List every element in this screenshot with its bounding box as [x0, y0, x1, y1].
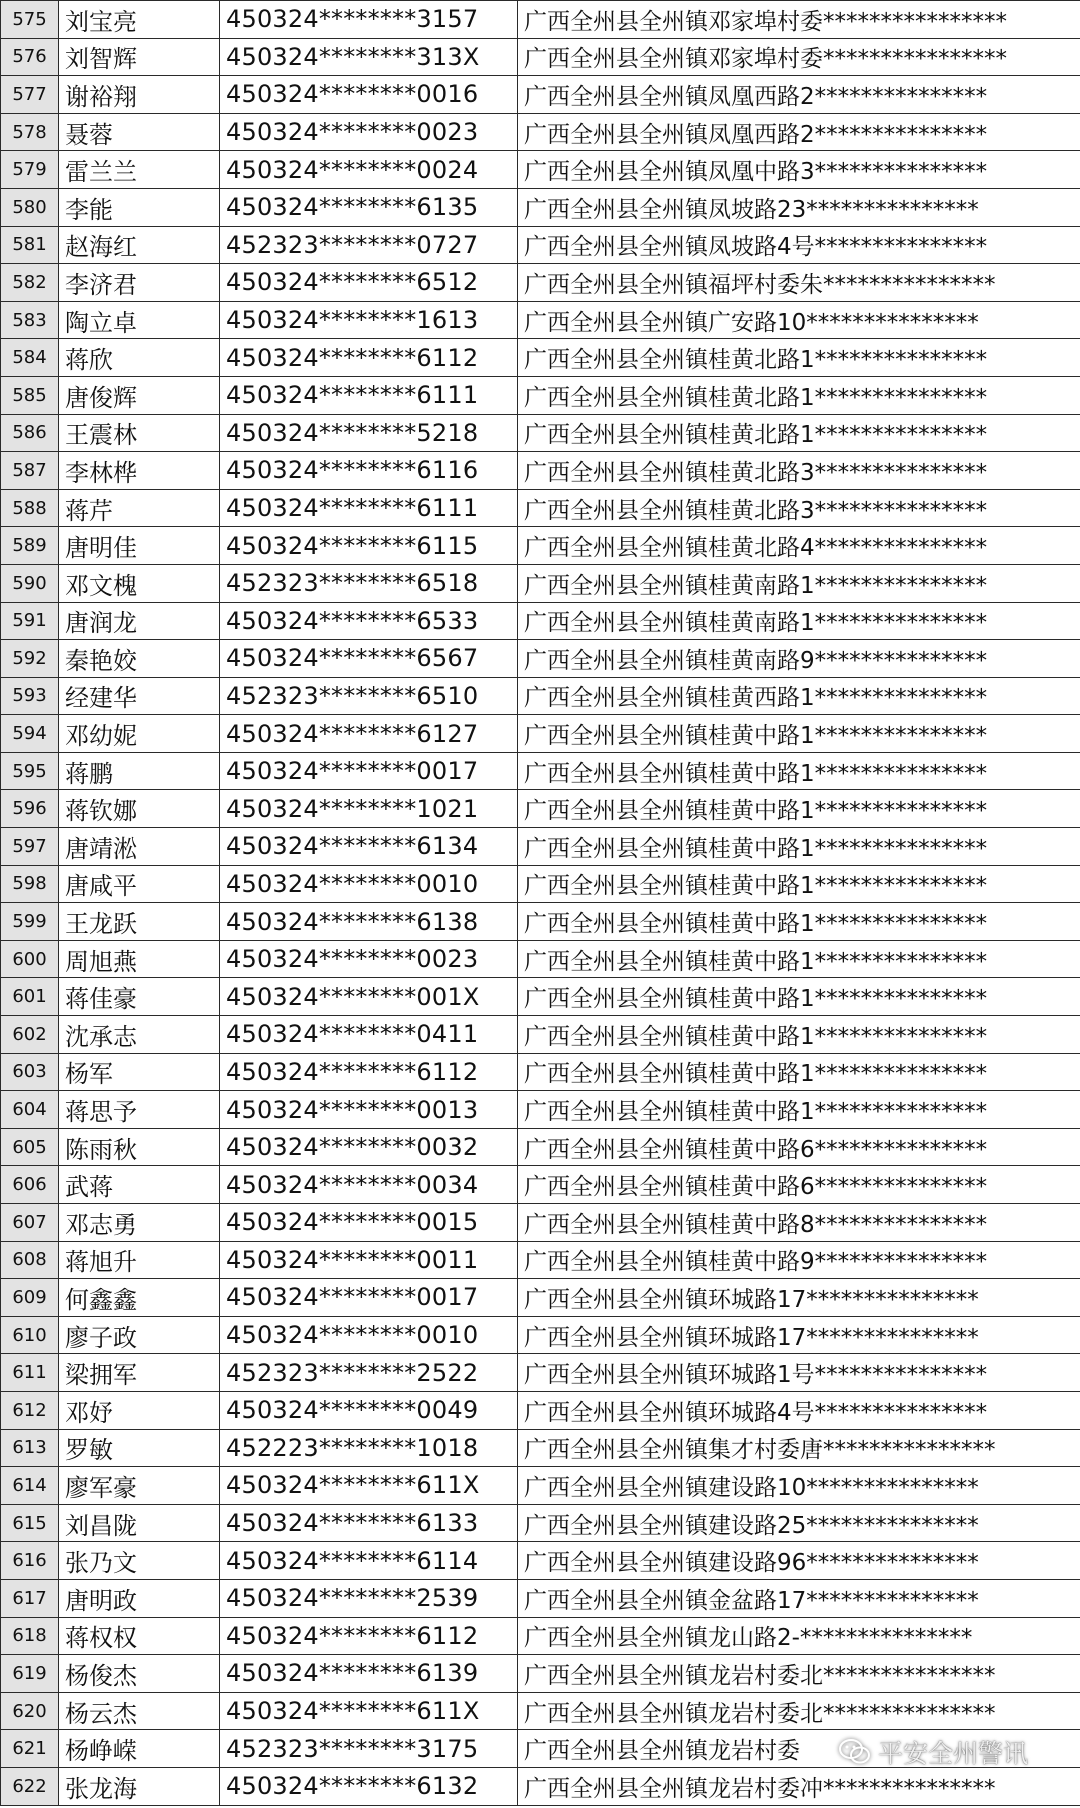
name-cell: 唐俊辉 [59, 376, 220, 414]
name-cell: 陈雨秋 [59, 1128, 220, 1166]
address-cell: 广西全州县全州镇龙岩村委北*************** [518, 1655, 1080, 1693]
address-cell: 广西全州县全州镇桂黄中路1*************** [518, 903, 1080, 941]
row-number-cell: 603 [1, 1053, 59, 1091]
name-cell: 邓文槐 [59, 564, 220, 602]
table-row [1, 1391, 1080, 1429]
table-row [1, 1091, 1080, 1129]
id-number-cell: 450324********6112 [220, 339, 518, 377]
table-row [1, 1579, 1080, 1617]
table-row [1, 640, 1080, 678]
address-cell: 广西全州县全州镇环城路17*************** [518, 1316, 1080, 1354]
address-cell: 广西全州县全州镇龙岩村委冲*************** [518, 1767, 1080, 1805]
table-row [1, 414, 1080, 452]
id-number-cell: 450324********001X [220, 978, 518, 1016]
name-cell: 罗敏 [59, 1429, 220, 1467]
table-row [1, 188, 1080, 226]
watermark-text: 平安全州警讯 [878, 1739, 1029, 1768]
table-row [1, 527, 1080, 565]
id-number-cell: 450324********6133 [220, 1504, 518, 1542]
name-cell: 秦艳姣 [59, 640, 220, 678]
table-row [1, 151, 1080, 189]
id-number-cell: 450324********0023 [220, 940, 518, 978]
address-cell: 广西全州县全州镇桂黄中路1*************** [518, 1016, 1080, 1054]
address-cell: 广西全州县全州镇福坪村委朱*************** [518, 264, 1080, 302]
id-number-cell: 450324********6134 [220, 828, 518, 866]
name-cell: 蒋鹏 [59, 752, 220, 790]
name-cell: 杨军 [59, 1053, 220, 1091]
row-number-cell: 585 [1, 376, 59, 414]
address-cell: 广西全州县全州镇桂黄北路1*************** [518, 339, 1080, 377]
id-number-cell: 450324********6139 [220, 1655, 518, 1693]
table-row [1, 1, 1080, 39]
table-row [1, 903, 1080, 941]
row-number-cell: 612 [1, 1391, 59, 1429]
table-row [1, 940, 1080, 978]
table-row [1, 1279, 1080, 1317]
address-cell: 广西全州县全州镇凤凰西路2*************** [518, 76, 1080, 114]
address-cell: 广西全州县全州镇广安路10*************** [518, 301, 1080, 339]
table-row [1, 264, 1080, 302]
row-number-cell: 579 [1, 151, 59, 189]
table-row [1, 38, 1080, 76]
name-cell: 廖子政 [59, 1316, 220, 1354]
row-number-cell: 584 [1, 339, 59, 377]
name-cell: 杨峥嵘 [59, 1730, 220, 1768]
table-row [1, 715, 1080, 753]
address-cell: 广西全州县全州镇龙岩村委 [518, 1730, 1080, 1768]
address-cell: 广西全州县全州镇环城路1号*************** [518, 1354, 1080, 1392]
row-number-cell: 601 [1, 978, 59, 1016]
name-cell: 杨云杰 [59, 1692, 220, 1730]
table-row [1, 376, 1080, 414]
table-row [1, 339, 1080, 377]
row-number-cell: 592 [1, 640, 59, 678]
address-cell: 广西全州县全州镇桂黄中路1*************** [518, 752, 1080, 790]
table-row [1, 1730, 1080, 1768]
name-cell: 唐润龙 [59, 602, 220, 640]
row-number-cell: 618 [1, 1617, 59, 1655]
table-row [1, 978, 1080, 1016]
address-cell: 广西全州县全州镇桂黄中路1*************** [518, 715, 1080, 753]
table-row [1, 564, 1080, 602]
table-row [1, 489, 1080, 527]
address-cell: 广西全州县全州镇桂黄西路1*************** [518, 677, 1080, 715]
name-cell: 蒋佳豪 [59, 978, 220, 1016]
id-number-cell: 450324********6116 [220, 452, 518, 490]
name-cell: 何鑫鑫 [59, 1279, 220, 1317]
address-cell: 广西全州县全州镇金盆路17*************** [518, 1579, 1080, 1617]
name-cell: 周旭燕 [59, 940, 220, 978]
address-cell: 广西全州县全州镇凤凰西路2*************** [518, 113, 1080, 151]
id-number-cell: 450324********611X [220, 1467, 518, 1505]
name-cell: 蒋欣 [59, 339, 220, 377]
table-row [1, 1767, 1080, 1805]
name-cell: 王龙跃 [59, 903, 220, 941]
row-number-cell: 578 [1, 113, 59, 151]
table-row [1, 226, 1080, 264]
row-number-cell: 576 [1, 38, 59, 76]
row-number-cell: 619 [1, 1655, 59, 1693]
row-number-cell: 616 [1, 1542, 59, 1580]
id-number-cell: 450324********0010 [220, 1316, 518, 1354]
table-row [1, 1204, 1080, 1242]
address-cell: 广西全州县全州镇桂黄北路3*************** [518, 489, 1080, 527]
table-row [1, 1504, 1080, 1542]
name-cell: 刘宝亮 [59, 1, 220, 39]
address-cell: 广西全州县全州镇桂黄南路9*************** [518, 640, 1080, 678]
table-row [1, 677, 1080, 715]
row-number-cell: 613 [1, 1429, 59, 1467]
row-number-cell: 581 [1, 226, 59, 264]
id-number-cell: 450324********6114 [220, 1542, 518, 1580]
table-row [1, 828, 1080, 866]
id-number-cell: 450324********6138 [220, 903, 518, 941]
table-row [1, 1655, 1080, 1693]
row-number-cell: 575 [1, 1, 59, 39]
id-number-cell: 452323********6510 [220, 677, 518, 715]
address-cell: 广西全州县全州镇邓家埠村委**************** [518, 38, 1080, 76]
address-cell: 广西全州县全州镇桂黄中路1*************** [518, 940, 1080, 978]
row-number-cell: 606 [1, 1166, 59, 1204]
row-number-cell: 593 [1, 677, 59, 715]
name-cell: 蒋芹 [59, 489, 220, 527]
name-cell: 唐咸平 [59, 865, 220, 903]
table-row [1, 1429, 1080, 1467]
name-cell: 李林桦 [59, 452, 220, 490]
id-number-cell: 450324********1613 [220, 301, 518, 339]
row-number-cell: 621 [1, 1730, 59, 1768]
row-number-cell: 587 [1, 452, 59, 490]
name-cell: 蒋钦娜 [59, 790, 220, 828]
id-number-cell: 452323********6518 [220, 564, 518, 602]
address-cell: 广西全州县全州镇建设路10*************** [518, 1467, 1080, 1505]
name-cell: 刘昌陇 [59, 1504, 220, 1542]
name-cell: 王震林 [59, 414, 220, 452]
table-row [1, 1617, 1080, 1655]
table-row [1, 452, 1080, 490]
address-cell: 广西全州县全州镇桂黄中路1*************** [518, 790, 1080, 828]
name-cell: 雷兰兰 [59, 151, 220, 189]
table-row [1, 752, 1080, 790]
address-cell: 广西全州县全州镇桂黄中路9*************** [518, 1241, 1080, 1279]
name-cell: 赵海红 [59, 226, 220, 264]
id-number-cell: 450324********6111 [220, 489, 518, 527]
id-number-cell: 450324********1021 [220, 790, 518, 828]
name-cell: 张龙海 [59, 1767, 220, 1805]
row-number-cell: 577 [1, 76, 59, 114]
address-cell: 广西全州县全州镇龙岩村委北*************** [518, 1692, 1080, 1730]
name-cell: 唐靖淞 [59, 828, 220, 866]
row-number-cell: 582 [1, 264, 59, 302]
table-row [1, 1016, 1080, 1054]
id-number-cell: 450324********0032 [220, 1128, 518, 1166]
id-number-cell: 450324********0015 [220, 1204, 518, 1242]
id-number-cell: 450324********0013 [220, 1091, 518, 1129]
name-cell: 刘智辉 [59, 38, 220, 76]
row-number-cell: 596 [1, 790, 59, 828]
row-number-cell: 597 [1, 828, 59, 866]
row-number-cell: 599 [1, 903, 59, 941]
name-cell: 经建华 [59, 677, 220, 715]
row-number-cell: 595 [1, 752, 59, 790]
id-number-cell: 452323********2522 [220, 1354, 518, 1392]
id-number-cell: 450324********6112 [220, 1617, 518, 1655]
name-cell: 邓幼妮 [59, 715, 220, 753]
address-cell: 广西全州县全州镇凤坡路4号*************** [518, 226, 1080, 264]
id-number-cell: 450324********6115 [220, 527, 518, 565]
name-cell: 张乃文 [59, 1542, 220, 1580]
address-cell: 广西全州县全州镇凤坡路23*************** [518, 188, 1080, 226]
id-number-cell: 450324********0023 [220, 113, 518, 151]
id-number-cell: 450324********0011 [220, 1241, 518, 1279]
table-row [1, 301, 1080, 339]
name-cell: 沈承志 [59, 1016, 220, 1054]
id-number-cell: 450324********6127 [220, 715, 518, 753]
address-cell: 广西全州县全州镇桂黄北路1*************** [518, 376, 1080, 414]
row-number-cell: 604 [1, 1091, 59, 1129]
address-cell: 广西全州县全州镇环城路4号*************** [518, 1391, 1080, 1429]
id-number-cell: 450324********0049 [220, 1391, 518, 1429]
id-number-cell: 450324********313X [220, 38, 518, 76]
id-number-cell: 450324********0017 [220, 752, 518, 790]
row-number-cell: 622 [1, 1767, 59, 1805]
row-number-cell: 591 [1, 602, 59, 640]
row-number-cell: 583 [1, 301, 59, 339]
name-cell: 蒋旭升 [59, 1241, 220, 1279]
address-cell: 广西全州县全州镇建设路25*************** [518, 1504, 1080, 1542]
records-table-body [1, 1, 1080, 1806]
name-cell: 蒋权权 [59, 1617, 220, 1655]
name-cell: 聂蓉 [59, 113, 220, 151]
address-cell: 广西全州县全州镇桂黄北路3*************** [518, 452, 1080, 490]
address-cell: 广西全州县全州镇桂黄中路6*************** [518, 1166, 1080, 1204]
row-number-cell: 614 [1, 1467, 59, 1505]
address-cell: 广西全州县全州镇桂黄北路1*************** [518, 414, 1080, 452]
id-number-cell: 450324********6112 [220, 1053, 518, 1091]
row-number-cell: 605 [1, 1128, 59, 1166]
row-number-cell: 610 [1, 1316, 59, 1354]
address-cell: 广西全州县全州镇桂黄中路1*************** [518, 865, 1080, 903]
row-number-cell: 607 [1, 1204, 59, 1242]
id-number-cell: 450324********0010 [220, 865, 518, 903]
id-number-cell: 450324********0024 [220, 151, 518, 189]
id-number-cell: 450324********5218 [220, 414, 518, 452]
row-number-cell: 598 [1, 865, 59, 903]
address-cell: 广西全州县全州镇桂黄中路1*************** [518, 1091, 1080, 1129]
name-cell: 谢裕翔 [59, 76, 220, 114]
table-row [1, 1053, 1080, 1091]
name-cell: 唐明佳 [59, 527, 220, 565]
name-cell: 蒋思予 [59, 1091, 220, 1129]
address-cell: 广西全州县全州镇桂黄中路8*************** [518, 1204, 1080, 1242]
address-cell: 广西全州县全州镇桂黄中路1*************** [518, 828, 1080, 866]
id-number-cell: 452223********1018 [220, 1429, 518, 1467]
id-number-cell: 450324********0016 [220, 76, 518, 114]
table-row [1, 865, 1080, 903]
id-number-cell: 450324********3157 [220, 1, 518, 39]
table-row [1, 1542, 1080, 1580]
row-number-cell: 586 [1, 414, 59, 452]
id-number-cell: 450324********6533 [220, 602, 518, 640]
address-cell: 广西全州县全州镇龙山路2-*************** [518, 1617, 1080, 1655]
table-row [1, 1166, 1080, 1204]
id-number-cell: 452323********0727 [220, 226, 518, 264]
address-cell: 广西全州县全州镇凤凰中路3*************** [518, 151, 1080, 189]
row-number-cell: 589 [1, 527, 59, 565]
table-row [1, 790, 1080, 828]
row-number-cell: 594 [1, 715, 59, 753]
name-cell: 杨俊杰 [59, 1655, 220, 1693]
row-number-cell: 590 [1, 564, 59, 602]
address-cell: 广西全州县全州镇桂黄南路1*************** [518, 602, 1080, 640]
id-number-cell: 450324********6132 [220, 1767, 518, 1805]
row-number-cell: 602 [1, 1016, 59, 1054]
id-number-cell: 450324********6111 [220, 376, 518, 414]
table-row [1, 1692, 1080, 1730]
id-number-cell: 450324********0411 [220, 1016, 518, 1054]
address-cell: 广西全州县全州镇桂黄北路4*************** [518, 527, 1080, 565]
row-number-cell: 609 [1, 1279, 59, 1317]
row-number-cell: 615 [1, 1504, 59, 1542]
name-cell: 廖军豪 [59, 1467, 220, 1505]
row-number-cell: 600 [1, 940, 59, 978]
row-number-cell: 611 [1, 1354, 59, 1392]
row-number-cell: 580 [1, 188, 59, 226]
table-row [1, 1467, 1080, 1505]
name-cell: 邓妤 [59, 1391, 220, 1429]
name-cell: 李济君 [59, 264, 220, 302]
id-number-cell: 450324********0034 [220, 1166, 518, 1204]
id-number-cell: 450324********2539 [220, 1579, 518, 1617]
address-cell: 广西全州县全州镇桂黄南路1*************** [518, 564, 1080, 602]
table-row [1, 1316, 1080, 1354]
table-row [1, 1354, 1080, 1392]
row-number-cell: 617 [1, 1579, 59, 1617]
name-cell: 邓志勇 [59, 1204, 220, 1242]
address-cell: 广西全州县全州镇建设路96*************** [518, 1542, 1080, 1580]
address-cell: 广西全州县全州镇桂黄中路1*************** [518, 1053, 1080, 1091]
row-number-cell: 620 [1, 1692, 59, 1730]
table-row [1, 1241, 1080, 1279]
id-number-cell: 450324********0017 [220, 1279, 518, 1317]
id-number-cell: 450324********6512 [220, 264, 518, 302]
name-cell: 陶立卓 [59, 301, 220, 339]
table-row [1, 1128, 1080, 1166]
id-number-cell: 450324********611X [220, 1692, 518, 1730]
id-number-cell: 452323********3175 [220, 1730, 518, 1768]
name-cell: 李能 [59, 188, 220, 226]
name-cell: 武蒋 [59, 1166, 220, 1204]
table-row [1, 602, 1080, 640]
address-cell: 广西全州县全州镇桂黄中路6*************** [518, 1128, 1080, 1166]
id-number-cell: 450324********6135 [220, 188, 518, 226]
row-number-cell: 588 [1, 489, 59, 527]
name-cell: 梁拥军 [59, 1354, 220, 1392]
address-cell: 广西全州县全州镇环城路17*************** [518, 1279, 1080, 1317]
row-number-cell: 608 [1, 1241, 59, 1279]
address-cell: 广西全州县全州镇邓家埠村委**************** [518, 1, 1080, 39]
id-number-cell: 450324********6567 [220, 640, 518, 678]
address-cell: 广西全州县全州镇集才村委唐*************** [518, 1429, 1080, 1467]
table-row [1, 76, 1080, 114]
address-cell: 广西全州县全州镇桂黄中路1*************** [518, 978, 1080, 1016]
name-cell: 唐明政 [59, 1579, 220, 1617]
table-row [1, 113, 1080, 151]
